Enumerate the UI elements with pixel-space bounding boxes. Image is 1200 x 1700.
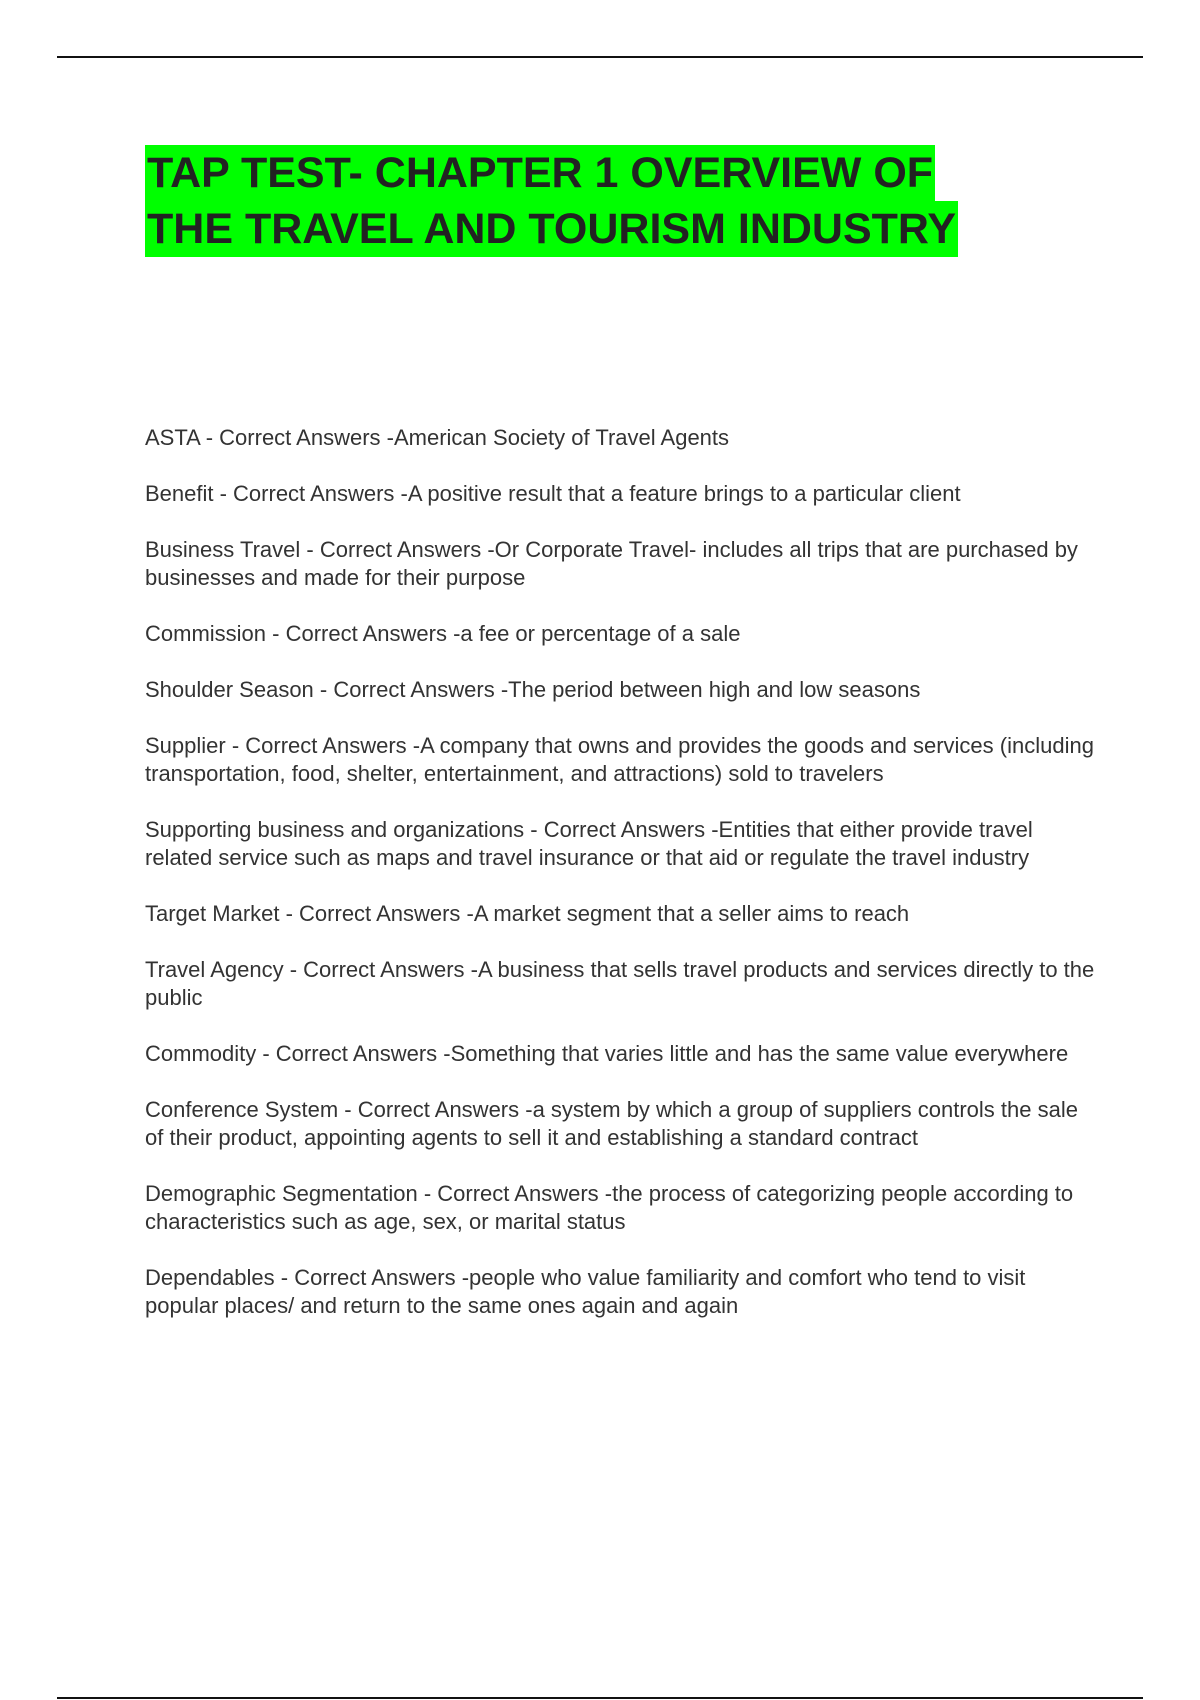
title-line-1: TAP TEST- CHAPTER 1 OVERVIEW OF — [145, 145, 935, 201]
glossary-entry-travel-agency: Travel Agency - Correct Answers -A business that sells travel products and services directly to the public — [145, 957, 1095, 1010]
glossary-list — [145, 424, 1095, 1348]
glossary-entry-business-travel: Business Travel - Correct Answers -Or Corporate Travel- includes all trips that are purchased by businesses and made for their purpose — [145, 537, 1078, 590]
glossary-entry-supporting-business: Supporting business and organizations - Correct Answers -Entities that either provide travel related service such as maps and travel insurance or that aid or regulate the travel industry — [145, 817, 1033, 870]
glossary-entry-conference-system: Conference System - Correct Answers -a system by which a group of suppliers controls the sale of their product, appointing agents to sell it and establishing a standard contract — [145, 1097, 1078, 1150]
top-rule — [57, 56, 1143, 58]
glossary-entry-commission: Commission - Correct Answers -a fee or percentage of a sale — [145, 621, 741, 646]
glossary-entry-commodity: Commodity - Correct Answers -Something that varies little and has the same value everywhere — [145, 1041, 1069, 1066]
glossary-entry-supplier: Supplier - Correct Answers -A company that owns and provides the goods and services (including transportation, food, shelter, entertainment, and attractions) sold to travelers — [145, 733, 1094, 786]
glossary-entry-target-market: Target Market - Correct Answers -A market segment that a seller aims to reach — [145, 901, 910, 926]
document-title — [145, 145, 1105, 257]
glossary-entry-demographic-segmentation: Demographic Segmentation - Correct Answers -the process of categorizing people according to characteristics such as age, sex, or marital status — [145, 1181, 1074, 1234]
glossary-entry-benefit: Benefit - Correct Answers -A positive result that a feature brings to a particular client — [145, 481, 961, 506]
title-line-2: THE TRAVEL AND TOURISM INDUSTRY — [145, 201, 958, 257]
glossary-entry-dependables: Dependables - Correct Answers -people who value familiarity and comfort who tend to visit popular places/ and return to the same ones again and again — [145, 1265, 1026, 1318]
bottom-rule — [57, 1697, 1143, 1699]
glossary-entry-shoulder-season: Shoulder Season - Correct Answers -The period between high and low seasons — [145, 677, 921, 702]
glossary-entry-asta: ASTA - Correct Answers -American Society of Travel Agents — [145, 425, 730, 450]
